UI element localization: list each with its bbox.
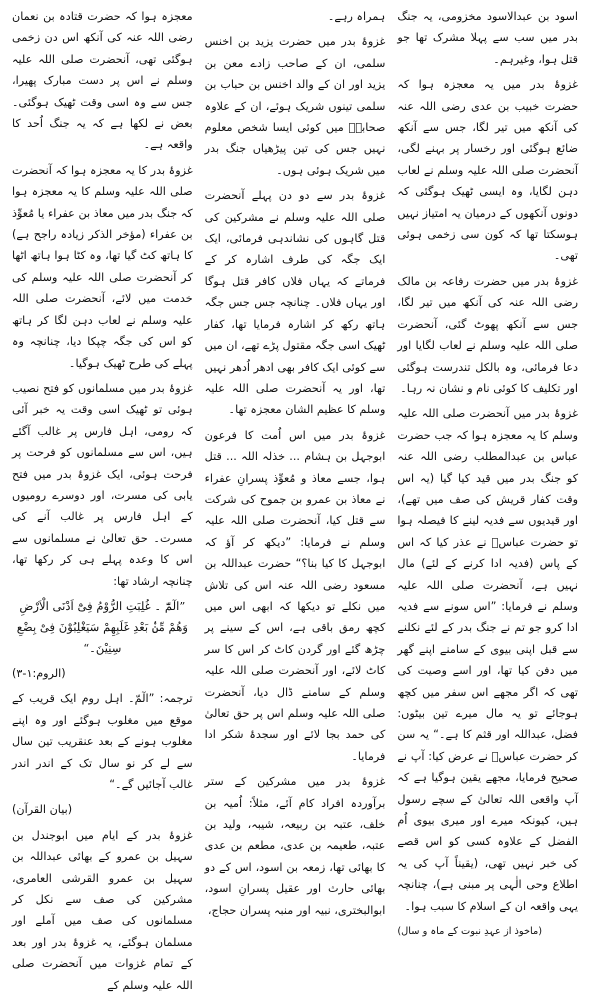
- paragraph: غزوۂ بدر سے دو دن پہلے آنحضرت صلی اللہ علیہ وسلم نے مشرکین کی قتل گاہوں کی نشاندہی فرمائی، ایک ایک جگہ کی طرف اشارہ کر کے فرماتے کہ یہاں فلاں کافر قتل ہوگا اور یہاں فلاں۔ چنانچہ جس جس جگہ ہاتھ رکھ کر اشارہ فرمایا تھا، کفار ٹھیک اسی جگہ مقتول پڑے تھے، ان میں سے کوئی ایک کافر بھی ادھر اُدھر نہیں تھا، اور یہ آنحضرت صلی اللہ علیہ وسلم کا عظیم الشان معجزہ تھا۔: [204, 189, 386, 417]
- paragraph: غزوۂ بدر میں یہ معجزہ ہوا کہ حضرت خبیب بن عدی رضی اللہ عنہ کی آنکھ میں تیر لگا، جس سے آنکھ ضائع ہوگئی اور رخسار پر بہنے لگی، آنحضرت صلی اللہ علیہ وسلم نے لعاب دہن لگایا، وہ ایسی ٹھیک ہوگئی کہ دونوں آنکھوں کے درمیان یہ امتیاز نہیں ہوسکتا تھا کہ کون سی زخمی ہوئی تھی۔: [397, 78, 579, 263]
- verse-reference: (الروم:۱-۳): [12, 666, 66, 680]
- paragraph: غزوۂ بدر میں حضرت رفاعہ بن مالک رضی اللہ عنہ کی آنکھ میں تیر لگا، جس سے آنکھ پھوٹ گئی، آنحضرت صلی اللہ علیہ وسلم نے لعاب لگایا اور دعا فرمائی، وہ بالکل تندرست ہوگئی اور تکلیف کا کوئی نام و نشان نہ رہا۔: [397, 274, 579, 395]
- column-middle: [199, 6, 392, 917]
- quran-verse: ”الٓمّٓ ۔ غُلِبَتِ الرُّوْمُ فِیْٓ اَدْنَی الْاَرْضِ وَھُمْ مِّنْۢ بَعْدِ غَلَبِهِمْ سَيَغْلِبُوْنَ فِیْ بِضْعِ سِنِيْنَ۔“: [16, 598, 188, 655]
- paragraph: غزوۂ بدر میں مسلمانوں کو فتح نصیب ہوئی تو ٹھیک اسی وقت یہ خبر آئی کہ رومی، اہل فارس پر غالب آگئے ہیں، اس سے مسلمانوں کو فرحت پر فرحت ہوئی، ایک غزوۂ بدر میں فتح یابی کی مسرت، اور دوسرے رومیوں کے اہل فارس پر غالب آنے کی مسرت۔ حق تعالیٰ نے مسلمانوں سے اس کا وعدہ پہلے ہی کر رکھا تھا، چنانچہ ارشاد تھا:: [12, 381, 193, 588]
- column-left: [391, 6, 584, 938]
- paragraph: اسود بن عبدالاسود مخزومی، یہ جنگ بدر میں سب سے پہلا مشرک تھا جو قتل ہوا، وغیرہم۔: [397, 10, 579, 66]
- column-right: [6, 6, 199, 992]
- translation-reference: (بیان القرآن): [12, 803, 73, 817]
- translation-paragraph: ترجمہ: ”الٓمّ۔ اہل روم ایک قریب کے موقع میں مغلوب ہوگئے اور وہ اپنے مغلوب ہونے کے بعد عنقریب تین سال سے لے کر نو سال تک کے اندر اندر غالب آجائیں گے۔“: [12, 692, 193, 791]
- paragraph: غزوۂ بدر میں اس اُمت کا فرعون ابوجہل بن ہشام ... خذلہ اللہ ... قتل ہوا، جسے معاذ و مُعوِّذ پسرانِ عفراء نے معاذ بن عمرو بن جموح کی شرکت سے قتل کیا، آنحضرت صلی اللہ علیہ وسلم نے فرمایا: ”دیکھ کر آؤ کہ ابوجہل کا کیا بنا؟“ حضرت عبداللہ بن مسعود رضی اللہ عنہ اس کی تلاش میں نکلے تو دیکھا کہ ابھی اس میں کچھ رمق باقی ہے، اس کے سینے پر چڑھ گئے اور گردن کاٹ کر اس کا سر کاٹ لائے، اور آنحضرت صلی اللہ علیہ وسلم کے سامنے ڈال دیا، آنحضرت صلی اللہ علیہ وسلم اس پر حق تعالیٰ کی حمد بجا لائے اور سجدۂ شکر ادا فرمایا۔: [204, 428, 386, 763]
- paragraph: غزوۂ بدر میں آنحضرت صلی اللہ علیہ وسلم کا یہ معجزہ ہوا کہ جب حضرت عباس بن عبدالمطلب رضی اللہ عنہ کو جنگ بدر میں قید کیا گیا (یہ اس وقت کفار قریش کی صف میں تھے)، اور قیدیوں سے فدیہ لینے کا فیصلہ ہوا تو حضرت عباسؓ نے عذر کیا کہ اس کے پاس (فدیہ ادا کرنے کے لئے) مال نہیں ہے، آنحضرت صلی اللہ علیہ وسلم نے فرمایا: ”اس سونے سے فدیہ ادا کرو جو تم نے جنگ بدر کے لئے نکلنے سے قبل اپنی بیوی کے سامنے اپنے گھر میں دفن کیا تھا، اور اسے وصیت کی تھی کہ اگر مجھے اس سفر میں کچھ ہوجائے تو یہ مال میرے تین بیٹوں: فضل، عبداللہ اور قثم کا ہے۔“ یہ سن کر حضرت عباسؓ نے عرض کیا: آپ نے صحیح فرمایا، مجھے یقین ہوگیا ہے کہ آپ واقعی اللہ تعالیٰ کے سچے رسول ہیں، کیونکہ میرے اور میری بیوی اُم الفضل کے علاوہ کسی کو اس قصے کی خبر نہیں تھی، (یقیناً آپ کی یہ اطلاع وحی الٰہی پر مبنی ہے)، چنانچہ یہی واقعہ ان کے اسلام کا سبب ہوا۔: [397, 407, 579, 913]
- paragraph: غزوۂ بدر میں مشرکین کے ستر برآوردہ افراد کام آئے، مثلاً: اُمیہ بن خلف، عتبہ بن ربیعہ، شیبہ، ولید بن عتبہ، طعیمہ بن عدی، مطعم بن عدی کا بھائی تھا، زمعہ بن اسود، اس کے دو بھائی حارث اور عقیل پسرانِ اسود، ابوالبختری، نبیہ اور منبہ پسران حجاج،: [204, 775, 386, 917]
- paragraph: معجزہ ہوا کہ حضرت قتادہ بن نعمان رضی اللہ عنہ کی آنکھ اس دن زخمی ہوگئی تھی، آنحضرت صلی اللہ علیہ وسلم نے اس پر دست مبارک پھیرا، جس سے وہ اسی وقت ٹھیک ہوگئی۔ بعض نے لکھا ہے کہ یہ جنگ اُحد کا واقعہ ہے۔: [12, 10, 193, 152]
- paragraph: غزوۂ بدر میں حضرت یزید بن اخنس سلمی، ان کے صاحب زادے معن بن یزید اور ان کے والد اخنس بن حباب بن سلمی تینوں شریک ہوئے، ان کے علاوہ صحابہؓ میں کوئی ایسا شخص معلوم نہیں جس کی تین پیڑھیاں جنگ بدر میں شریک ہوئی ہوں۔: [204, 35, 386, 177]
- source-note: (ماخوذ از عہدِ نبوت کے ماہ و سال): [397, 926, 543, 938]
- newspaper-page: [6, 6, 584, 992]
- paragraph: غزوۂ بدر کے ایام میں ابوجندل بن سہیل بن عمرو کے بھائی عبداللہ بن سہیل بن عمرو القرشی العامری، مشرکین کی صف سے نکل کر مسلمانوں کی صف میں آملے اور مسلمان ہوگئے، یہ غزوۂ بدر اور بعد کے تمام غزوات میں آنحضرت صلی اللہ علیہ وسلم کے: [12, 828, 193, 992]
- paragraph: غزوۂ بدر کا یہ معجزہ ہوا کہ آنحضرت صلی اللہ علیہ وسلم کا یہ معجزہ ہوا کہ جنگ بدر میں معاذ بن عفراء یا مُعوِّذ بن عفراء (مؤخر الذکر زیادہ راجح ہے) کا ہاتھ کٹ گیا تھا، وہ کٹا ہوا ہاتھ اٹھا کر آنحضرت صلی اللہ علیہ وسلم کی خدمت میں لائے، آنحضرت صلی اللہ علیہ وسلم نے لعاب دہن لگا کر ہاتھ کو اس کی جگہ چپکا دیا، چنانچہ وہ پہلے کی طرح ٹھیک ہوگیا۔: [12, 163, 193, 370]
- paragraph: ہمراہ رہے۔: [327, 10, 386, 23]
